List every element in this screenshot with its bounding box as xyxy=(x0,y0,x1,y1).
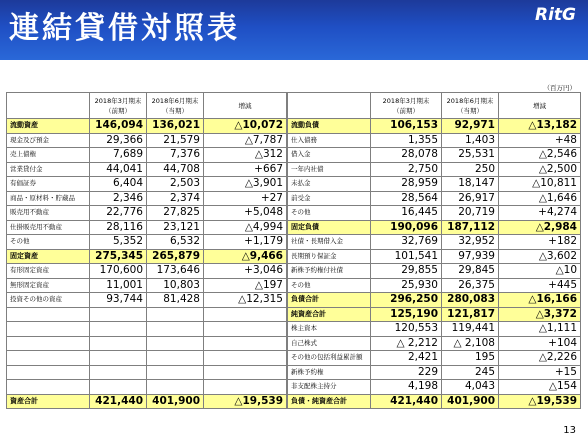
asset-prev-value xyxy=(90,365,147,380)
liability-prev-value: 1,355 xyxy=(371,133,442,148)
asset-prev-value: 29,366 xyxy=(90,133,147,148)
header-diff-right: 増減 xyxy=(499,93,581,119)
header-prev-left: 2018年3月期末 （前期） xyxy=(90,93,147,119)
liability-curr-value: 119,441 xyxy=(442,322,499,337)
asset-curr-value: 10,803 xyxy=(147,278,204,293)
asset-prev-value: 44,041 xyxy=(90,162,147,177)
liability-diff-value: +445 xyxy=(499,278,581,293)
liability-prev-value: 29,855 xyxy=(371,264,442,279)
liability-item-label: 借入金 xyxy=(288,148,371,163)
liability-prev-value: 101,541 xyxy=(371,249,442,264)
asset-curr-value: 2,503 xyxy=(147,177,204,192)
liability-item-label: 前受金 xyxy=(288,191,371,206)
asset-item-label: その他 xyxy=(7,235,90,250)
asset-prev-value: 146,094 xyxy=(90,119,147,134)
liability-diff-value: △10,811 xyxy=(499,177,581,192)
liability-diff-value: +48 xyxy=(499,133,581,148)
asset-item-label: 営業貸付金 xyxy=(7,162,90,177)
asset-prev-value xyxy=(90,380,147,395)
liab-equity-total-diff-value: △19,539 xyxy=(499,394,581,409)
asset-prev-value: 93,744 xyxy=(90,293,147,308)
liability-curr-value: 187,112 xyxy=(442,220,499,235)
asset-diff-value xyxy=(204,365,287,380)
header-blank-right xyxy=(288,93,371,119)
liability-prev-value: 4,198 xyxy=(371,380,442,395)
asset-total-item-label: 資産合計 xyxy=(7,394,90,409)
liability-prev-value: 28,564 xyxy=(371,191,442,206)
asset-curr-value: 2,374 xyxy=(147,191,204,206)
asset-item-label xyxy=(7,322,90,337)
asset-diff-value: △12,315 xyxy=(204,293,287,308)
liability-prev-value: 120,553 xyxy=(371,322,442,337)
asset-prev-value: 22,776 xyxy=(90,206,147,221)
asset-diff-value: △4,994 xyxy=(204,220,287,235)
liability-curr-value: 4,043 xyxy=(442,380,499,395)
header-blank-left xyxy=(7,93,90,119)
asset-diff-value xyxy=(204,336,287,351)
liability-curr-value: 97,939 xyxy=(442,249,499,264)
asset-diff-value: △197 xyxy=(204,278,287,293)
table-row xyxy=(7,191,581,206)
unit-label: （百万円） xyxy=(543,84,576,92)
liability-curr-value: 20,719 xyxy=(442,206,499,221)
asset-item-label xyxy=(7,351,90,366)
asset-curr-value xyxy=(147,351,204,366)
asset-item-label: 現金及び預金 xyxy=(7,133,90,148)
asset-diff-value: +667 xyxy=(204,162,287,177)
liability-diff-value: △3,372 xyxy=(499,307,581,322)
liability-diff-value: △2,546 xyxy=(499,148,581,163)
table-row xyxy=(7,264,581,279)
liability-prev-value: 125,190 xyxy=(371,307,442,322)
liability-item-label: その他の包括利益累計額 xyxy=(288,351,371,366)
header-prev-right: 2018年3月期末 （前期） xyxy=(371,93,442,119)
asset-item-label: 仕掛販売用不動産 xyxy=(7,220,90,235)
liability-diff-value: +182 xyxy=(499,235,581,250)
liability-diff-value: +15 xyxy=(499,365,581,380)
asset-item-label xyxy=(7,380,90,395)
asset-total-prev-value: 421,440 xyxy=(90,394,147,409)
liability-curr-value: 92,971 xyxy=(442,119,499,134)
liability-diff-value: △2,984 xyxy=(499,220,581,235)
table-row xyxy=(7,220,581,235)
asset-item-label: 有形固定資産 xyxy=(7,264,90,279)
liability-item-label: 自己株式 xyxy=(288,336,371,351)
slide-title: 連結貸借対照表 xyxy=(9,11,240,46)
asset-diff-value: +3,046 xyxy=(204,264,287,279)
asset-curr-value xyxy=(147,307,204,322)
asset-curr-value: 44,708 xyxy=(147,162,204,177)
header-curr-right: 2018年6月期末 （当期） xyxy=(442,93,499,119)
liability-prev-value: 2,750 xyxy=(371,162,442,177)
liability-prev-value: 28,078 xyxy=(371,148,442,163)
asset-curr-value xyxy=(147,365,204,380)
header-diff-left: 増減 xyxy=(204,93,287,119)
liability-item-label: 長期預り保証金 xyxy=(288,249,371,264)
asset-item-label xyxy=(7,307,90,322)
balance-sheet-table xyxy=(6,92,581,409)
liability-diff-value: +4,274 xyxy=(499,206,581,221)
asset-curr-value: 6,532 xyxy=(147,235,204,250)
liability-curr-value: 25,531 xyxy=(442,148,499,163)
liability-prev-value: 106,153 xyxy=(371,119,442,134)
asset-curr-value: 136,021 xyxy=(147,119,204,134)
liability-item-label: 固定負債 xyxy=(288,220,371,235)
asset-diff-value: +27 xyxy=(204,191,287,206)
asset-item-label: 流動資産 xyxy=(7,119,90,134)
liability-diff-value: △3,602 xyxy=(499,249,581,264)
liability-item-label: 純資産合計 xyxy=(288,307,371,322)
liability-item-label: 負債合計 xyxy=(288,293,371,308)
liability-item-label: 未払金 xyxy=(288,177,371,192)
asset-diff-value: △312 xyxy=(204,148,287,163)
asset-curr-value: 265,879 xyxy=(147,249,204,264)
liability-curr-value: 29,845 xyxy=(442,264,499,279)
liability-item-label: その他 xyxy=(288,278,371,293)
asset-prev-value xyxy=(90,351,147,366)
header-curr-left: 2018年6月期末 （当期） xyxy=(147,93,204,119)
liability-diff-value: +104 xyxy=(499,336,581,351)
asset-item-label xyxy=(7,336,90,351)
asset-prev-value: 28,116 xyxy=(90,220,147,235)
asset-item-label: 商品・原材料・貯蔵品 xyxy=(7,191,90,206)
table-row xyxy=(7,336,581,351)
asset-curr-value xyxy=(147,336,204,351)
table-row xyxy=(7,162,581,177)
totals-row xyxy=(7,394,581,409)
liab-equity-total-curr-value: 401,900 xyxy=(442,394,499,409)
asset-prev-value: 5,352 xyxy=(90,235,147,250)
table-row xyxy=(7,177,581,192)
liability-curr-value: 32,952 xyxy=(442,235,499,250)
liability-prev-value: 296,250 xyxy=(371,293,442,308)
asset-diff-value: △10,072 xyxy=(204,119,287,134)
asset-prev-value: 275,345 xyxy=(90,249,147,264)
table-row xyxy=(7,322,581,337)
asset-diff-value: △9,466 xyxy=(204,249,287,264)
liability-diff-value: △16,166 xyxy=(499,293,581,308)
liability-item-label: 仕入債務 xyxy=(288,133,371,148)
liability-diff-value: △1,111 xyxy=(499,322,581,337)
liability-item-label: 非支配株主持分 xyxy=(288,380,371,395)
liability-diff-value: △10 xyxy=(499,264,581,279)
asset-total-diff-value: △19,539 xyxy=(204,394,287,409)
asset-curr-value: 7,376 xyxy=(147,148,204,163)
asset-curr-value: 27,825 xyxy=(147,206,204,221)
liability-prev-value: △ 2,212 xyxy=(371,336,442,351)
table-row xyxy=(7,380,581,395)
liability-curr-value: 121,817 xyxy=(442,307,499,322)
liability-prev-value: 25,930 xyxy=(371,278,442,293)
asset-prev-value: 170,600 xyxy=(90,264,147,279)
asset-diff-value xyxy=(204,351,287,366)
table-row xyxy=(7,133,581,148)
liability-prev-value: 28,959 xyxy=(371,177,442,192)
asset-diff-value xyxy=(204,322,287,337)
asset-prev-value xyxy=(90,336,147,351)
liability-curr-value: 195 xyxy=(442,351,499,366)
liability-curr-value: 1,403 xyxy=(442,133,499,148)
liability-curr-value: 250 xyxy=(442,162,499,177)
asset-prev-value xyxy=(90,322,147,337)
table-row xyxy=(7,278,581,293)
asset-diff-value xyxy=(204,307,287,322)
asset-curr-value: 173,646 xyxy=(147,264,204,279)
asset-diff-value: △7,787 xyxy=(204,133,287,148)
liability-curr-value: 245 xyxy=(442,365,499,380)
liability-prev-value: 16,445 xyxy=(371,206,442,221)
asset-curr-value: 81,428 xyxy=(147,293,204,308)
asset-item-label: 無形固定資産 xyxy=(7,278,90,293)
table-row xyxy=(7,235,581,250)
liability-item-label: 社債・長期借入金 xyxy=(288,235,371,250)
liability-prev-value: 190,096 xyxy=(371,220,442,235)
table-row xyxy=(7,206,581,221)
liability-item-label: 株主資本 xyxy=(288,322,371,337)
liability-item-label: 流動負債 xyxy=(288,119,371,134)
liability-diff-value: △13,182 xyxy=(499,119,581,134)
asset-curr-value xyxy=(147,322,204,337)
liability-curr-value: △ 2,108 xyxy=(442,336,499,351)
liability-prev-value: 2,421 xyxy=(371,351,442,366)
liability-item-label: 一年内社債 xyxy=(288,162,371,177)
asset-item-label xyxy=(7,365,90,380)
asset-total-curr-value: 401,900 xyxy=(147,394,204,409)
table-row xyxy=(7,351,581,366)
liability-diff-value: △1,646 xyxy=(499,191,581,206)
asset-curr-value xyxy=(147,380,204,395)
liability-item-label: 新株予約権 xyxy=(288,365,371,380)
liability-curr-value: 280,083 xyxy=(442,293,499,308)
asset-item-label: 固定資産 xyxy=(7,249,90,264)
table-header-row xyxy=(7,93,581,119)
table-row xyxy=(7,293,581,308)
liability-diff-value: △2,226 xyxy=(499,351,581,366)
liability-diff-value: △154 xyxy=(499,380,581,395)
table-row xyxy=(7,119,581,134)
table-row xyxy=(7,307,581,322)
asset-prev-value: 7,689 xyxy=(90,148,147,163)
table-row xyxy=(7,148,581,163)
asset-diff-value: +5,048 xyxy=(204,206,287,221)
liability-prev-value: 32,769 xyxy=(371,235,442,250)
liability-curr-value: 18,147 xyxy=(442,177,499,192)
asset-diff-value: △3,901 xyxy=(204,177,287,192)
liability-item-label: その他 xyxy=(288,206,371,221)
asset-curr-value: 23,121 xyxy=(147,220,204,235)
liability-diff-value: △2,500 xyxy=(499,162,581,177)
asset-prev-value xyxy=(90,307,147,322)
liability-curr-value: 26,917 xyxy=(442,191,499,206)
asset-prev-value: 6,404 xyxy=(90,177,147,192)
liab-equity-total-prev-value: 421,440 xyxy=(371,394,442,409)
asset-item-label: 有価証券 xyxy=(7,177,90,192)
table-row xyxy=(7,249,581,264)
page-number: 13 xyxy=(563,425,576,436)
company-logo: RitG xyxy=(535,5,576,25)
slide-header xyxy=(0,0,588,60)
liability-curr-value: 26,375 xyxy=(442,278,499,293)
liability-item-label: 新株予約権付社債 xyxy=(288,264,371,279)
asset-item-label: 売上債権 xyxy=(7,148,90,163)
liab-equity-total-item-label: 負債・純資産合計 xyxy=(288,394,371,409)
asset-diff-value xyxy=(204,380,287,395)
asset-diff-value: +1,179 xyxy=(204,235,287,250)
asset-curr-value: 21,579 xyxy=(147,133,204,148)
table-row xyxy=(7,365,581,380)
asset-item-label: 投資その他の資産 xyxy=(7,293,90,308)
liability-prev-value: 229 xyxy=(371,365,442,380)
asset-item-label: 販売用不動産 xyxy=(7,206,90,221)
asset-prev-value: 11,001 xyxy=(90,278,147,293)
asset-prev-value: 2,346 xyxy=(90,191,147,206)
